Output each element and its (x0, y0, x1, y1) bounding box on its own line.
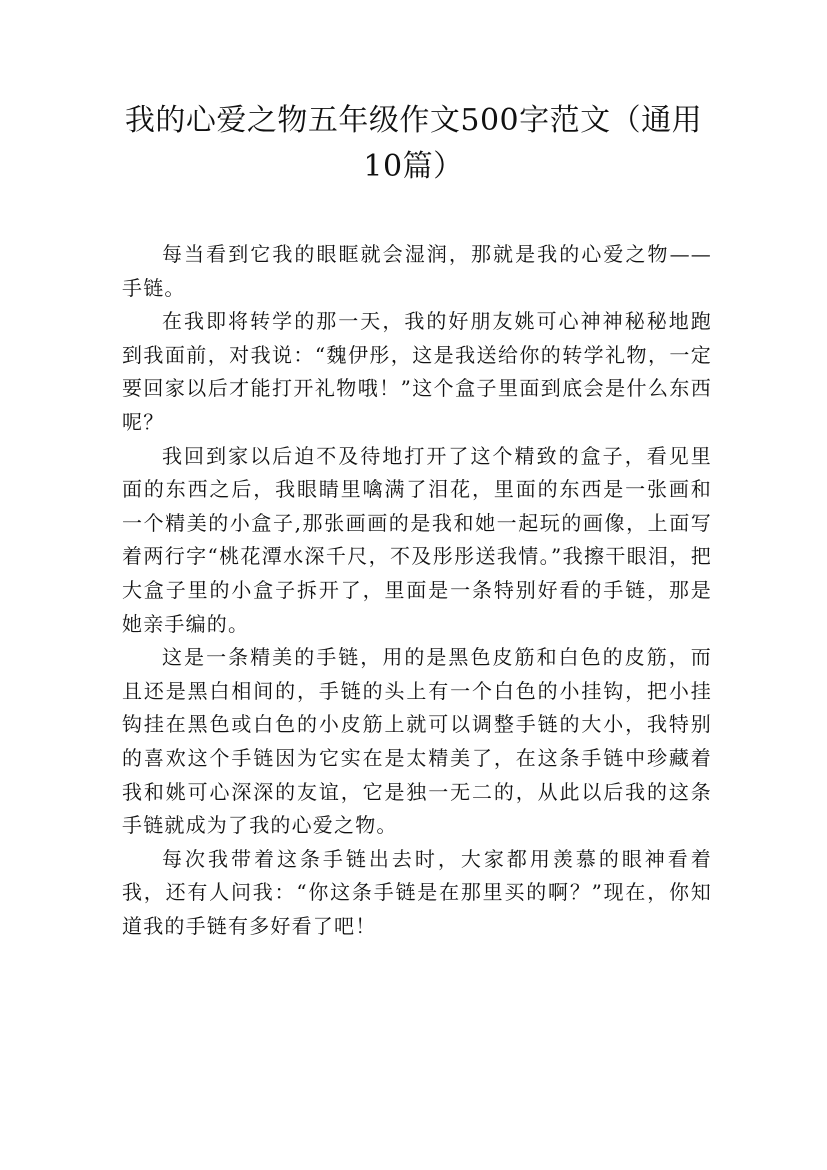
paragraph-5: 每次我带着这条手链出去时，大家都用羡慕的眼神看着我，还有人问我：“你这条手链是在那里买的啊？”现在，你知道我的手链有多好看了吧！ (122, 846, 712, 938)
document-body (122, 238, 712, 943)
document-title: 我的心爱之物五年级作文500字范文（通用10篇） (124, 103, 703, 184)
paragraph-1: 每当看到它我的眼眶就会湿润，那就是我的心爱之物——手链。 (122, 242, 712, 300)
paragraph-3: 我回到家以后迫不及待地打开了这个精致的盒子，看见里面的东西之后，我眼睛里噙满了泪花，里面的东西是一张画和一个精美的小盒子,那张画画的是我和她一起玩的画像，上面写着两行字“桃花潭水深千尺，不及彤彤送我情。”我擦干眼泪，把大盒子里的小盒子拆开了，里面是一条特别好看的手链，那是她亲手编的。 (122, 443, 712, 636)
paragraph-2: 在我即将转学的那一天，我的好朋友姚可心神神秘秘地跑到我面前，对我说：“魏伊彤，这是我送给你的转学礼物，一定要回家以后才能打开礼物哦！”这个盒子里面到底会是什么东西呢？ (122, 309, 712, 434)
paragraph-4: 这是一条精美的手链，用的是黑色皮筋和白色的皮筋，而且还是黑白相间的，手链的头上有一个白色的小挂钩，把小挂钩挂在黑色或白色的小皮筋上就可以调整手链的大小，我特别的喜欢这个手链因为它实在是太精美了，在这条手链中珍藏着我和姚可心深深的友谊，它是独一无二的，从此以后我的这条手链就成为了我的心爱之物。 (122, 645, 712, 838)
